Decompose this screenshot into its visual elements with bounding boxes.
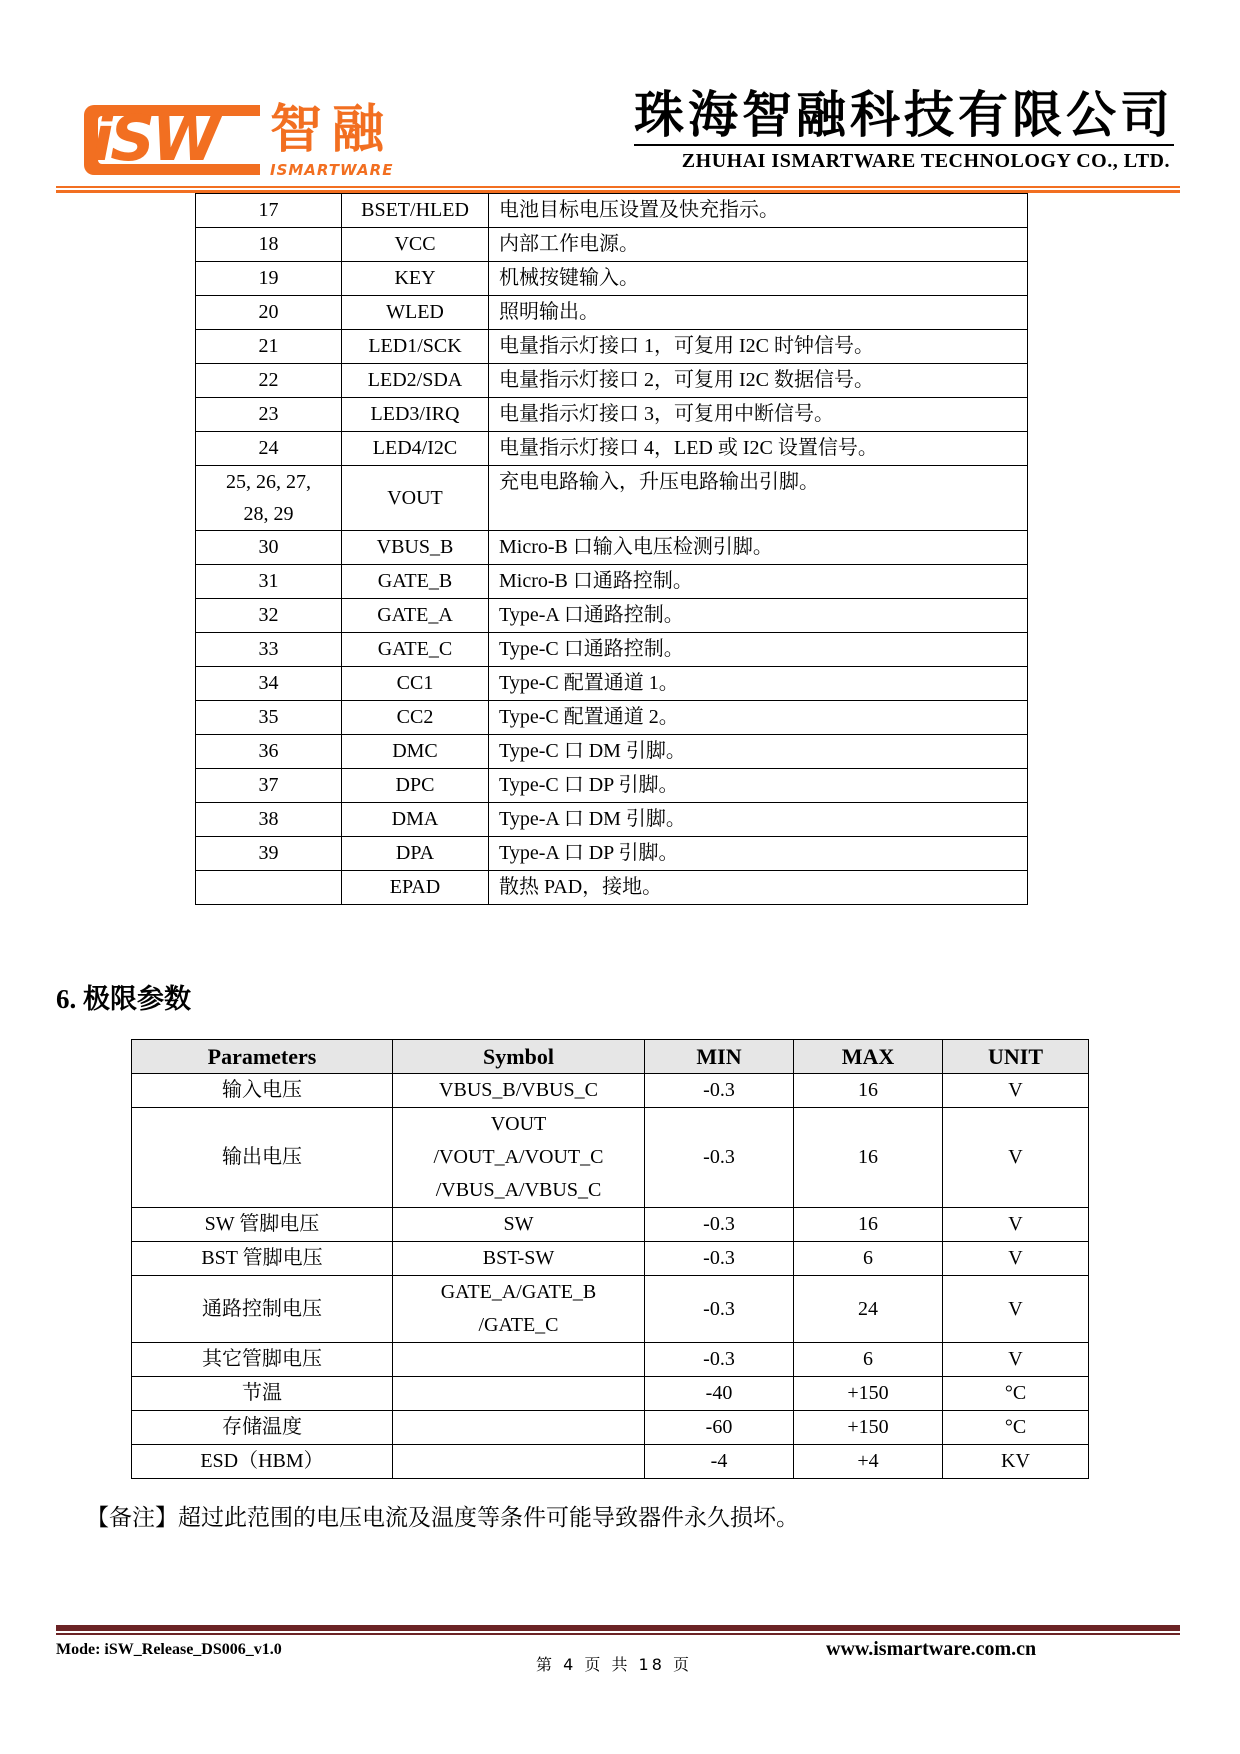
note-text: 【备注】超过此范围的电压电流及温度等条件可能导致器件永久损坏。 <box>86 1505 799 1530</box>
symbol-line: VOUT <box>490 1113 547 1135</box>
table-row <box>196 735 1028 769</box>
pin-name: BSET/HLED <box>342 194 489 228</box>
unit: V <box>943 1242 1089 1276</box>
pin-number: 36 <box>196 735 342 769</box>
table-row <box>196 701 1028 735</box>
parameter-name: BST 管脚电压 <box>132 1242 393 1276</box>
min-value: -0.3 <box>645 1276 794 1343</box>
table-row <box>196 364 1028 398</box>
footer-divider-thick <box>56 1625 1180 1631</box>
pin-description: Type-C 配置通道 2。 <box>489 701 1028 735</box>
symbol <box>393 1074 645 1108</box>
table-row <box>196 599 1028 633</box>
parameter-name: 节温 <box>132 1377 393 1411</box>
pin-number: 19 <box>196 262 342 296</box>
pin-name: LED3/IRQ <box>342 398 489 432</box>
logo-cn-text: 智融 <box>270 100 395 160</box>
pin-description: 电量指示灯接口 2，可复用 I2C 数据信号。 <box>489 364 1028 398</box>
parameter-name: 输出电压 <box>132 1108 393 1208</box>
table-row <box>132 1445 1089 1479</box>
table-row <box>132 1074 1089 1108</box>
table-row <box>196 194 1028 228</box>
pin-description: 电量指示灯接口 1，可复用 I2C 时钟信号。 <box>489 330 1028 364</box>
pin-number: 35 <box>196 701 342 735</box>
pin-description: 电量指示灯接口 3，可复用中断信号。 <box>489 398 1028 432</box>
symbol <box>393 1108 645 1208</box>
pin-number: 21 <box>196 330 342 364</box>
pin-description: Type-A 口通路控制。 <box>489 599 1028 633</box>
max-value: 6 <box>794 1242 943 1276</box>
table-row <box>132 1411 1089 1445</box>
pin-number: 32 <box>196 599 342 633</box>
symbol-line <box>393 1377 644 1410</box>
symbol <box>393 1411 645 1445</box>
pin-name: VCC <box>342 228 489 262</box>
header-parameters: Parameters <box>132 1040 393 1074</box>
section-title: 6. 极限参数 <box>56 984 191 1014</box>
pin-description-table <box>195 193 1028 905</box>
header-max: MAX <box>794 1040 943 1074</box>
symbol-line: BST-SW <box>482 1247 555 1269</box>
pin-description: Micro-B 口通路控制。 <box>489 565 1028 599</box>
min-value: -4 <box>645 1445 794 1479</box>
parameter-name: 通路控制电压 <box>132 1276 393 1343</box>
symbol <box>393 1445 645 1479</box>
unit: °C <box>943 1377 1089 1411</box>
pin-description: 电量指示灯接口 4，LED 或 I2C 设置信号。 <box>489 432 1028 466</box>
pin-name: VOUT <box>342 466 489 531</box>
logo-mark-text: iSW <box>92 102 218 175</box>
parameter-name: 存储温度 <box>132 1411 393 1445</box>
table-row <box>132 1208 1089 1242</box>
footer-divider <box>56 1633 1180 1635</box>
symbol-line <box>393 1411 644 1444</box>
pin-number: 17 <box>196 194 342 228</box>
min-value: -60 <box>645 1411 794 1445</box>
symbol <box>393 1343 645 1377</box>
pin-description: 内部工作电源。 <box>489 228 1028 262</box>
company-name-en: ZHUHAI ISMARTWARE TECHNOLOGY CO., LTD. <box>681 150 1170 172</box>
pin-name: LED1/SCK <box>342 330 489 364</box>
table-row <box>196 330 1028 364</box>
pin-description: 电池目标电压设置及快充指示。 <box>489 194 1028 228</box>
pin-name: GATE_A <box>342 599 489 633</box>
pin-description: Type-A 口 DP 引脚。 <box>489 837 1028 871</box>
table-row <box>196 262 1028 296</box>
table-row <box>196 398 1028 432</box>
symbol-line: VBUS_B/VBUS_C <box>439 1079 598 1101</box>
parameter-name: 输入电压 <box>132 1074 393 1108</box>
table-row <box>196 531 1028 565</box>
pin-number: 37 <box>196 769 342 803</box>
table-row <box>196 565 1028 599</box>
unit: V <box>943 1276 1089 1343</box>
table-row <box>132 1242 1089 1276</box>
min-value: -40 <box>645 1377 794 1411</box>
max-value: +150 <box>794 1411 943 1445</box>
pin-number: 33 <box>196 633 342 667</box>
page-number: 第 4 页 共 18 页 <box>536 1655 692 1674</box>
pin-name: DPA <box>342 837 489 871</box>
max-value: 16 <box>794 1108 943 1208</box>
pin-number: 18 <box>196 228 342 262</box>
min-value: -0.3 <box>645 1242 794 1276</box>
pin-description: Micro-B 口输入电压检测引脚。 <box>489 531 1028 565</box>
symbol <box>393 1242 645 1276</box>
table-row <box>196 871 1028 905</box>
pin-name: DPC <box>342 769 489 803</box>
pin-name: LED4/I2C <box>342 432 489 466</box>
pin-number: 39 <box>196 837 342 871</box>
min-value: -0.3 <box>645 1074 794 1108</box>
pin-number <box>196 466 342 531</box>
header-symbol: Symbol <box>393 1040 645 1074</box>
max-value: 16 <box>794 1074 943 1108</box>
logo-en-text: ISMARTWARE <box>270 161 394 179</box>
pin-number-line: 25, 26, 27, <box>226 471 311 493</box>
symbol <box>393 1276 645 1343</box>
min-value: -0.3 <box>645 1208 794 1242</box>
symbol <box>393 1377 645 1411</box>
parameter-name: SW 管脚电压 <box>132 1208 393 1242</box>
symbol-line: SW <box>503 1213 534 1235</box>
pin-number: 20 <box>196 296 342 330</box>
symbol-line <box>393 1343 644 1376</box>
unit: V <box>943 1208 1089 1242</box>
header-divider <box>56 186 1180 188</box>
pin-number: 30 <box>196 531 342 565</box>
parameter-name: ESD（HBM） <box>132 1445 393 1479</box>
table-row <box>196 296 1028 330</box>
pin-number: 23 <box>196 398 342 432</box>
max-value: 24 <box>794 1276 943 1343</box>
table-row <box>132 1108 1089 1208</box>
pin-description: 机械按键输入。 <box>489 262 1028 296</box>
pin-name: VBUS_B <box>342 531 489 565</box>
unit: V <box>943 1108 1089 1208</box>
document-mode: Mode: iSW_Release_DS006_v1.0 <box>56 1641 282 1658</box>
table-row <box>132 1343 1089 1377</box>
symbol-line: /GATE_C <box>478 1314 559 1336</box>
pin-description: Type-C 口 DM 引脚。 <box>489 735 1028 769</box>
pin-description: Type-C 配置通道 1。 <box>489 667 1028 701</box>
company-logo <box>84 100 424 180</box>
pin-number: 31 <box>196 565 342 599</box>
symbol-line <box>393 1445 644 1478</box>
pin-description: Type-A 口 DM 引脚。 <box>489 803 1028 837</box>
parameter-name: 其它管脚电压 <box>132 1343 393 1377</box>
table-row <box>196 667 1028 701</box>
pin-number <box>196 871 342 905</box>
pin-name: EPAD <box>342 871 489 905</box>
symbol-line: GATE_A/GATE_B <box>440 1281 597 1303</box>
max-value: 16 <box>794 1208 943 1242</box>
pin-name: WLED <box>342 296 489 330</box>
pin-description: 充电电路输入，升压电路输出引脚。 <box>489 466 1028 531</box>
pin-number: 24 <box>196 432 342 466</box>
pin-number: 38 <box>196 803 342 837</box>
pin-number: 34 <box>196 667 342 701</box>
min-value: -0.3 <box>645 1108 794 1208</box>
pin-name: GATE_C <box>342 633 489 667</box>
header-unit: UNIT <box>943 1040 1089 1074</box>
symbol-line: /VOUT_A/VOUT_C <box>433 1146 604 1168</box>
pin-number-line: 28, 29 <box>243 503 294 525</box>
pin-name: CC1 <box>342 667 489 701</box>
table-row <box>196 837 1028 871</box>
header-min: MIN <box>645 1040 794 1074</box>
pin-description: Type-C 口 DP 引脚。 <box>489 769 1028 803</box>
pin-name: CC2 <box>342 701 489 735</box>
pin-name: DMA <box>342 803 489 837</box>
min-value: -0.3 <box>645 1343 794 1377</box>
unit: KV <box>943 1445 1089 1479</box>
symbol <box>393 1208 645 1242</box>
pin-name: DMC <box>342 735 489 769</box>
max-value: 6 <box>794 1343 943 1377</box>
table-row <box>196 633 1028 667</box>
company-name-cn: 珠海智融科技有限公司 <box>634 85 1174 144</box>
max-value: +150 <box>794 1377 943 1411</box>
pin-description: 照明输出。 <box>489 296 1028 330</box>
pin-description: Type-C 口通路控制。 <box>489 633 1028 667</box>
pin-description: 散热 PAD，接地。 <box>489 871 1028 905</box>
table-row <box>132 1276 1089 1343</box>
table-header-row <box>132 1040 1089 1074</box>
website-link[interactable]: www.ismartware.com.cn <box>826 1638 1037 1660</box>
unit: °C <box>943 1411 1089 1445</box>
pin-number: 22 <box>196 364 342 398</box>
pin-name: KEY <box>342 262 489 296</box>
table-row <box>196 432 1028 466</box>
table-row <box>196 466 1028 531</box>
absolute-max-ratings-table <box>131 1039 1089 1479</box>
table-row <box>196 803 1028 837</box>
table-row <box>196 769 1028 803</box>
symbol-line: /VBUS_A/VBUS_C <box>435 1179 602 1201</box>
table-row <box>196 228 1028 262</box>
unit: V <box>943 1074 1089 1108</box>
max-value: +4 <box>794 1445 943 1479</box>
pin-name: GATE_B <box>342 565 489 599</box>
table-row <box>132 1377 1089 1411</box>
pin-name: LED2/SDA <box>342 364 489 398</box>
unit: V <box>943 1343 1089 1377</box>
